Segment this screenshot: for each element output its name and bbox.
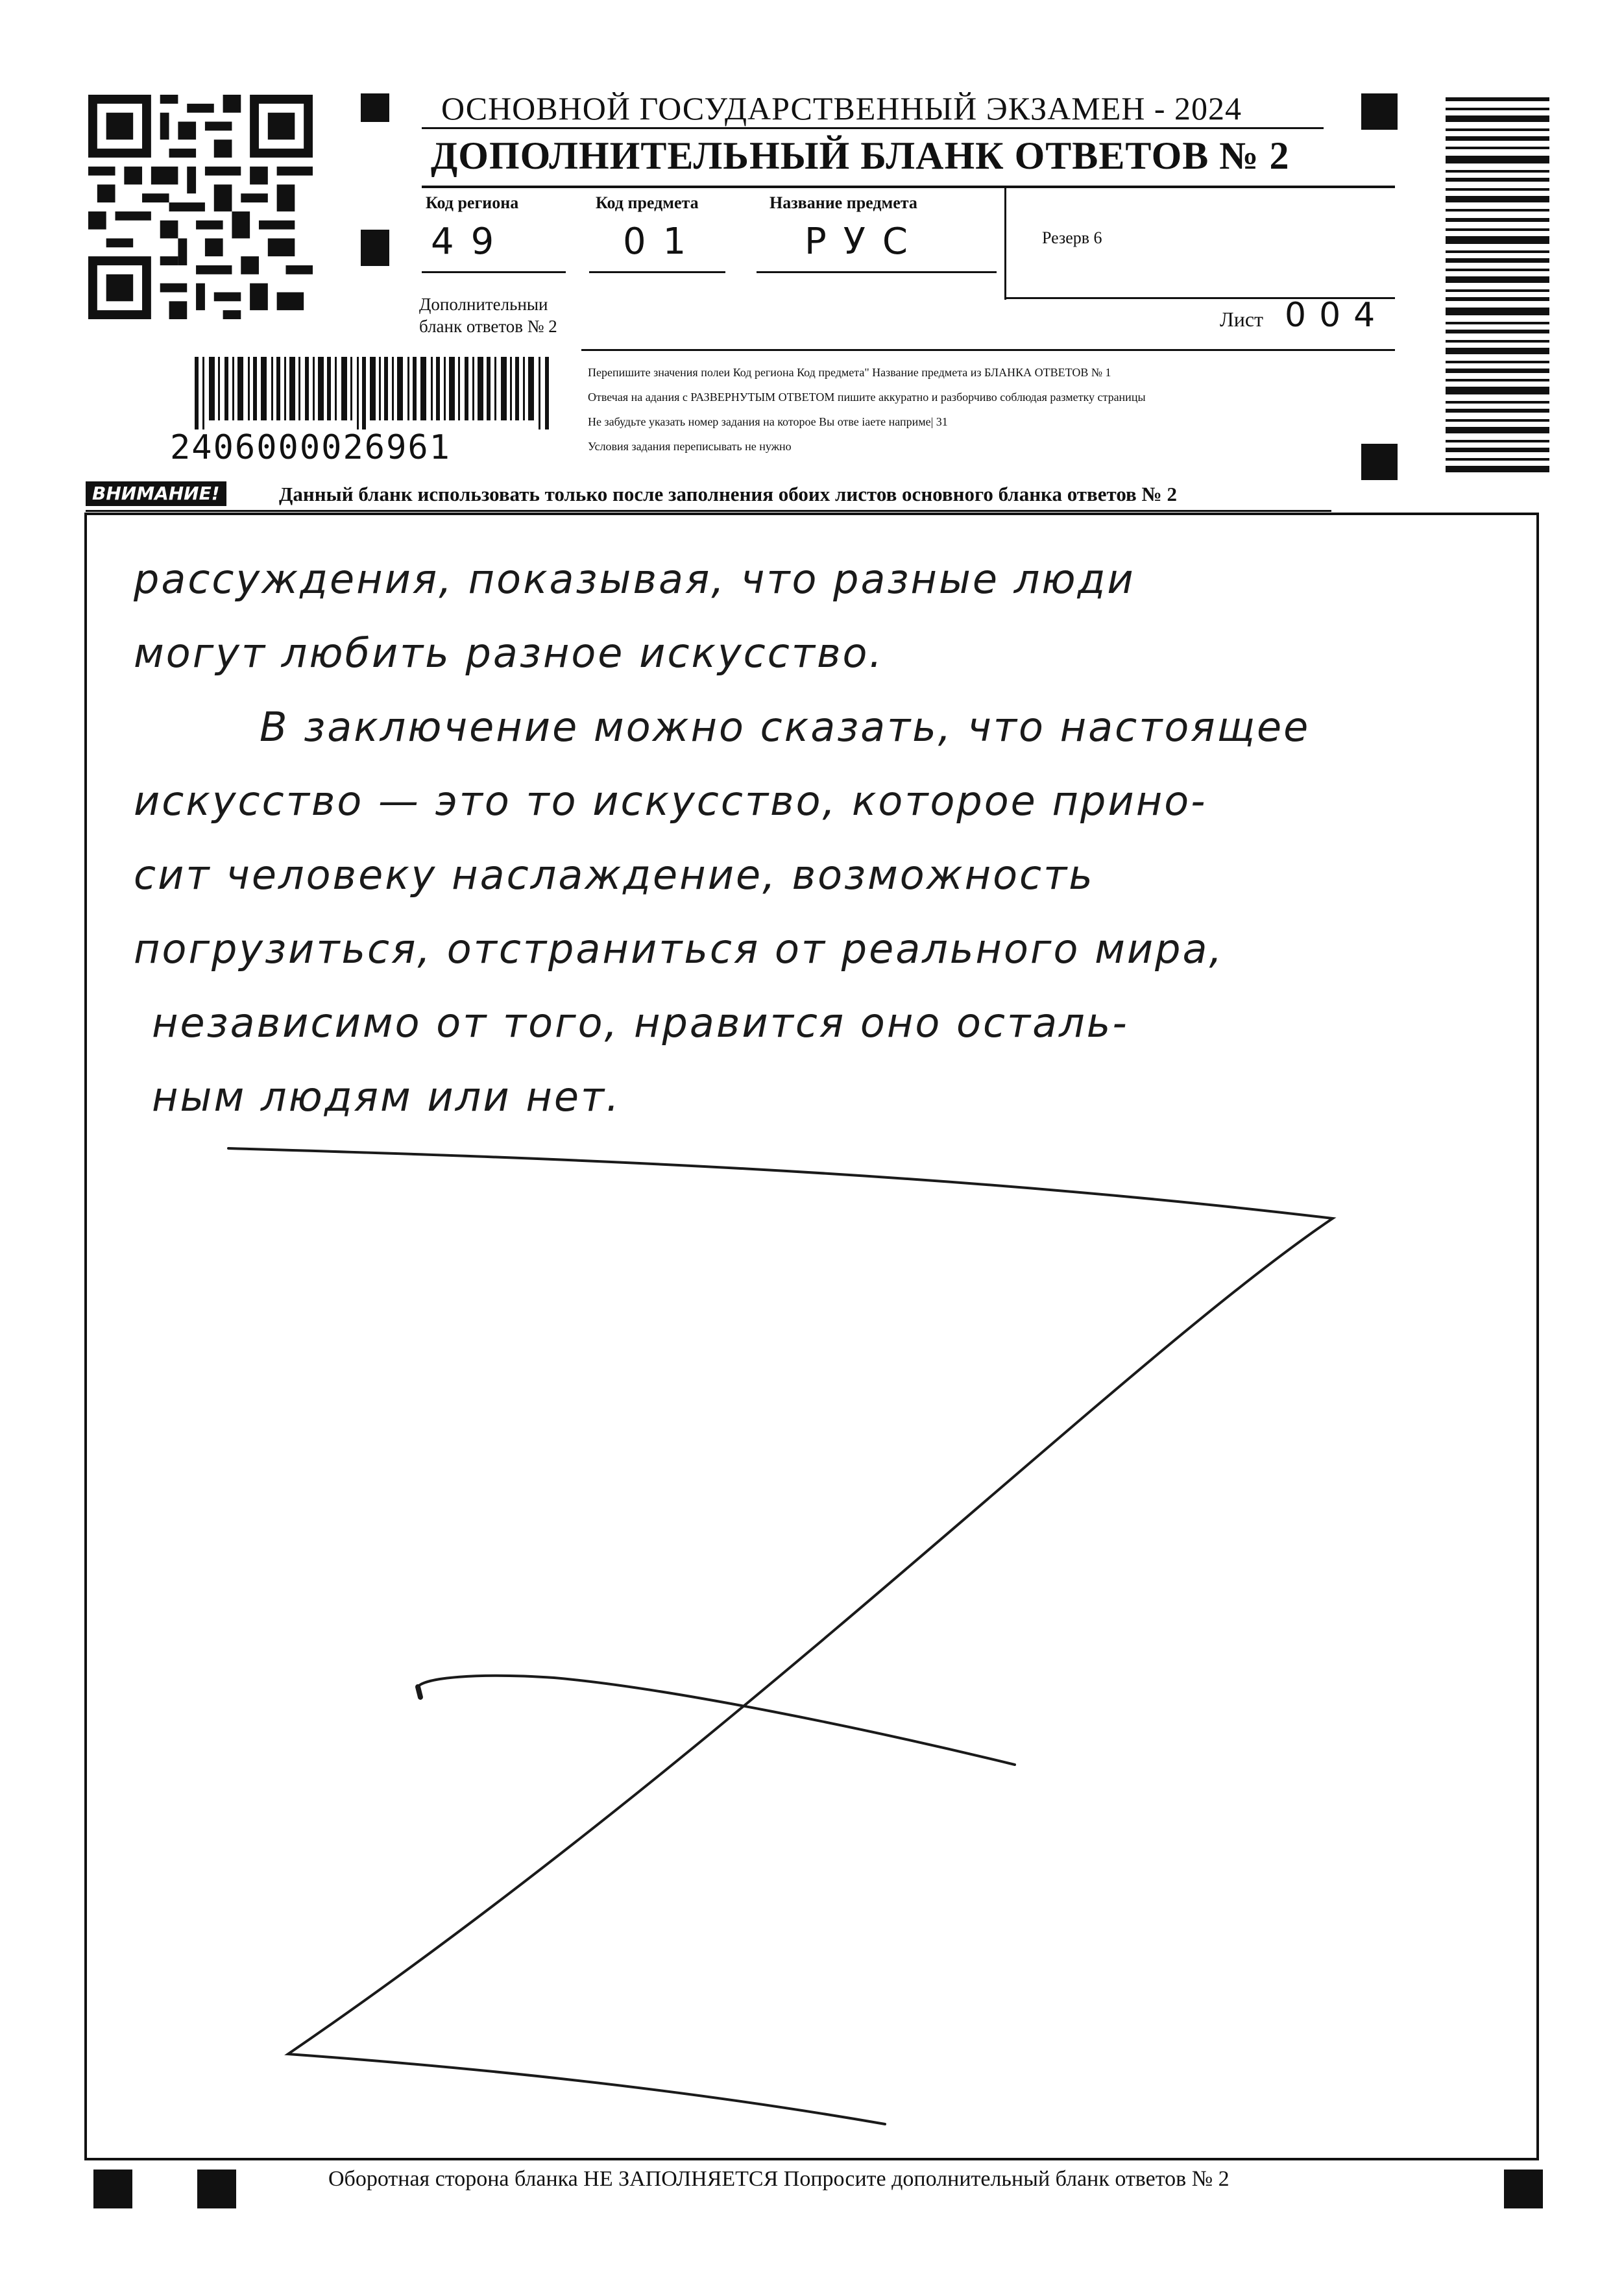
side-barcode (1446, 97, 1549, 472)
attention-text: Данный бланк использовать только после заполнения обоих листов основного бланка ответов № 2 (279, 483, 1177, 505)
alignment-marker (361, 93, 389, 122)
form-subtitle (419, 293, 557, 337)
answer-line: В заключение можно сказать, что настоящее (260, 703, 1311, 751)
qr-code (88, 95, 313, 319)
answer-line: сит человеку наслаждение, возможность (134, 851, 1095, 899)
alignment-marker (1504, 2170, 1543, 2208)
alignment-marker (93, 2170, 132, 2208)
instruction-line: Условия задания переписывать не нужно (588, 440, 792, 453)
subject-code-label: Код предмета (596, 193, 699, 212)
answer-area[interactable] (84, 513, 1539, 2160)
region-label: Код региона (426, 193, 519, 212)
alignment-marker (1361, 93, 1398, 130)
answer-line: независимо от того, нравится оно осталь- (152, 999, 1129, 1046)
instruction-line: Отвечая на адания с РАЗВЕРНУТЫМ ОТВЕТОМ пишите аккуратно и разборчиво соблюдая разметку страницы (588, 391, 1146, 404)
sheet-number-field[interactable]: 004 (1285, 296, 1388, 335)
exam-title: ОСНОВНОЙ ГОСУДАРСТВЕННЫЙ ЭКЗАМЕН - 2024 (441, 90, 1242, 127)
form-barcode (195, 357, 558, 429)
attention-badge: ВНИМАНИЕ! (86, 481, 226, 506)
form-title: ДОПОЛНИТЕЛЬНЫЙ БЛАНК ОТВЕТОВ № 2 (431, 134, 1290, 177)
instruction-line: Перепишите значения полеи Код региона Код предмета" Название предмета из БЛАНКА ОТВЕТОВ № 1 (588, 366, 1111, 379)
attention-banner (86, 479, 1331, 511)
divider (422, 127, 1324, 129)
subject-name-field[interactable]: РУС (805, 221, 925, 263)
subtitle-line: бланк ответов № 2 (419, 317, 557, 336)
divider (581, 349, 1395, 351)
divider (757, 271, 997, 273)
barcode-number: 2406000026961 (170, 428, 451, 467)
z-strike-mark (87, 515, 1536, 2158)
answer-line: ным людям или нет. (152, 1073, 621, 1120)
subject-code-field[interactable]: 01 (623, 221, 703, 263)
divider (589, 271, 725, 273)
subject-name-label: Название предмета (770, 193, 917, 212)
answer-line: искусство — это то искусство, которое прино- (134, 777, 1207, 825)
answer-line: могут любить разное искусство. (134, 629, 884, 677)
alignment-marker (361, 230, 389, 266)
divider (422, 186, 1395, 188)
alignment-marker (197, 2170, 236, 2208)
answer-line: рассуждения, показывая, что разные люди (134, 555, 1135, 603)
answer-line: погрузиться, отстраниться от реального мира, (134, 925, 1224, 973)
reserve-field: Резерв 6 (1042, 228, 1102, 247)
divider (86, 510, 1331, 512)
divider (422, 271, 566, 273)
footer-note: Оборотная сторона бланка НЕ ЗАПОЛНЯЕТСЯ Попросите дополнительный бланк ответов № 2 (328, 2167, 1230, 2191)
sheet-label: Лист (1220, 308, 1264, 331)
divider (1004, 188, 1006, 300)
region-field[interactable]: 49 (431, 221, 511, 263)
subtitle-line: Дополнительныи (419, 295, 548, 314)
alignment-marker (1361, 444, 1398, 480)
instruction-line: Не забудьте указать номер задания на которое Вы отве іаете наприме| 31 (588, 415, 948, 428)
